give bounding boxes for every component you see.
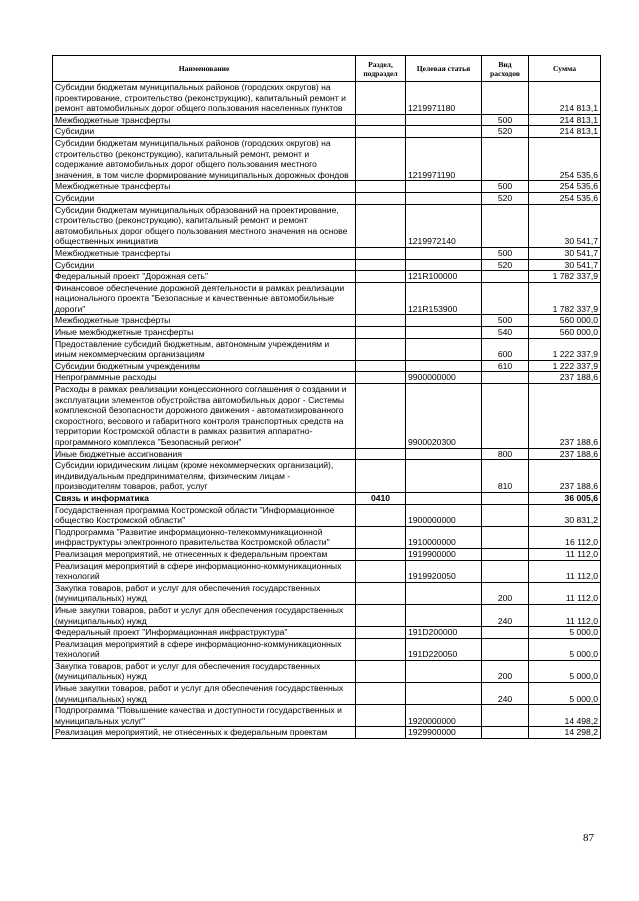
cell-name: Финансовое обеспечение дорожной деятельности в рамках реализации национального проекта "Безопасные и качественные автомобильные дороги": [53, 282, 356, 315]
table-row: [53, 526, 601, 548]
cell-amount: 237 188,6: [529, 372, 601, 384]
cell-expense-type: 520: [482, 126, 529, 138]
cell-section: [356, 204, 406, 247]
cell-expense-type: 200: [482, 582, 529, 604]
header-expense-type: Вид расходов: [482, 56, 529, 82]
cell-amount: 254 535,6: [529, 137, 601, 180]
table-row: [53, 327, 601, 339]
cell-section: [356, 548, 406, 560]
cell-target: 1919920050: [406, 560, 482, 582]
cell-name: Предоставление субсидий бюджетным, автономным учреждениям и иным некоммерческим организациям: [53, 338, 356, 360]
cell-target: [406, 448, 482, 460]
cell-section: [356, 504, 406, 526]
cell-name: Межбюджетные трансферты: [53, 315, 356, 327]
budget-table-container: [52, 55, 600, 739]
cell-target: [406, 683, 482, 705]
cell-section: [356, 683, 406, 705]
table-row: [53, 627, 601, 639]
cell-section: [356, 727, 406, 739]
cell-name: Субсидии: [53, 126, 356, 138]
budget-table: [52, 55, 601, 739]
cell-target: [406, 327, 482, 339]
cell-name: Иные закупки товаров, работ и услуг для обеспечения государственных (муниципальных) нужд: [53, 604, 356, 626]
cell-section: [356, 360, 406, 372]
cell-expense-type: [482, 204, 529, 247]
cell-expense-type: [482, 548, 529, 560]
cell-section: [356, 247, 406, 259]
table-row: [53, 137, 601, 180]
cell-target: 1219971180: [406, 82, 482, 115]
cell-name: Реализация мероприятий в сфере информационно-коммуникационных технологий: [53, 638, 356, 660]
cell-name: Субсидии юридическим лицам (кроме некоммерческих организаций), индивидуальным предпринимателям, физическим лицам - производителям товаров, работ, услуг: [53, 460, 356, 493]
cell-section: [356, 271, 406, 283]
table-row: [53, 384, 601, 449]
cell-section: [356, 315, 406, 327]
cell-name: Реализация мероприятий в сфере информационно-коммуникационных технологий: [53, 560, 356, 582]
cell-expense-type: [482, 627, 529, 639]
header-amount: Сумма: [529, 56, 601, 82]
table-row: [53, 181, 601, 193]
cell-expense-type: 500: [482, 247, 529, 259]
cell-name: Субсидии бюджетам муниципальных районов (городских округов) на строительство (реконструкцию), капитальный ремонт, ремонт и содержание автомобильных дорог общего пользования местного значения, в том числе формирование муниципальных дорожных фондов: [53, 137, 356, 180]
cell-amount: 5 000,0: [529, 683, 601, 705]
cell-section: [356, 282, 406, 315]
table-body: [53, 82, 601, 739]
cell-section: [356, 460, 406, 493]
table-row: [53, 683, 601, 705]
cell-name: Подпрограмма "Повышение качества и доступности государственных и муниципальных услуг": [53, 705, 356, 727]
cell-amount: 214 813,1: [529, 82, 601, 115]
cell-expense-type: [482, 271, 529, 283]
cell-amount: 5 000,0: [529, 638, 601, 660]
cell-amount: 36 005,6: [529, 492, 601, 504]
cell-expense-type: 540: [482, 327, 529, 339]
cell-name: Межбюджетные трансферты: [53, 114, 356, 126]
table-row: [53, 338, 601, 360]
table-row: [53, 259, 601, 271]
cell-name: Непрограммные расходы: [53, 372, 356, 384]
cell-amount: 237 188,6: [529, 448, 601, 460]
cell-target: 1900000000: [406, 504, 482, 526]
cell-target: 1929900000: [406, 727, 482, 739]
table-row: [53, 82, 601, 115]
cell-section: [356, 582, 406, 604]
cell-amount: 5 000,0: [529, 627, 601, 639]
table-row: [53, 727, 601, 739]
cell-amount: 237 188,6: [529, 460, 601, 493]
cell-amount: 30 541,7: [529, 259, 601, 271]
cell-name: Субсидии: [53, 192, 356, 204]
cell-section: 0410: [356, 492, 406, 504]
header-section: Раздел, подраздел: [356, 56, 406, 82]
cell-section: [356, 259, 406, 271]
cell-target: [406, 247, 482, 259]
cell-expense-type: [482, 638, 529, 660]
cell-expense-type: 810: [482, 460, 529, 493]
cell-name: Иные бюджетные ассигнования: [53, 448, 356, 460]
table-row: [53, 548, 601, 560]
cell-amount: 5 000,0: [529, 660, 601, 682]
table-row: [53, 126, 601, 138]
cell-expense-type: 520: [482, 259, 529, 271]
cell-name: Иные межбюджетные трансферты: [53, 327, 356, 339]
cell-amount: 11 112,0: [529, 560, 601, 582]
table-row: [53, 660, 601, 682]
cell-name: Закупка товаров, работ и услуг для обеспечения государственных (муниципальных) нужд: [53, 582, 356, 604]
cell-expense-type: 200: [482, 660, 529, 682]
cell-section: [356, 660, 406, 682]
cell-target: [406, 604, 482, 626]
table-row: [53, 638, 601, 660]
cell-name: Субсидии бюджетам муниципальных районов (городских округов) на проектирование, строительство (реконструкцию), капитальный ремонт и ремонт автомобильных дорог общего пользования населенных пунктов: [53, 82, 356, 115]
cell-expense-type: [482, 282, 529, 315]
cell-amount: 11 112,0: [529, 582, 601, 604]
cell-expense-type: 610: [482, 360, 529, 372]
table-row: [53, 282, 601, 315]
cell-expense-type: 600: [482, 338, 529, 360]
cell-section: [356, 560, 406, 582]
cell-section: [356, 126, 406, 138]
cell-name: Субсидии бюджетным учреждениям: [53, 360, 356, 372]
cell-name: Федеральный проект "Информационная инфраструктура": [53, 627, 356, 639]
cell-expense-type: [482, 492, 529, 504]
cell-expense-type: [482, 137, 529, 180]
cell-target: 9900000000: [406, 372, 482, 384]
cell-name: Субсидии бюджетам муниципальных образований на проектирование, строительство (реконструкцию), капитальный ремонт и ремонт автомобильных дорог общего пользования местного значения на основе общественных инициатив: [53, 204, 356, 247]
cell-section: [356, 526, 406, 548]
cell-expense-type: 800: [482, 448, 529, 460]
table-row: [53, 315, 601, 327]
cell-name: Реализация мероприятий, не отнесенных к федеральным проектам: [53, 727, 356, 739]
cell-expense-type: 520: [482, 192, 529, 204]
cell-section: [356, 384, 406, 449]
table-row: [53, 192, 601, 204]
cell-amount: 16 112,0: [529, 526, 601, 548]
cell-expense-type: 500: [482, 315, 529, 327]
cell-amount: 237 188,6: [529, 384, 601, 449]
cell-expense-type: [482, 384, 529, 449]
cell-target: [406, 460, 482, 493]
cell-section: [356, 181, 406, 193]
cell-section: [356, 604, 406, 626]
cell-amount: 1 782 337,9: [529, 271, 601, 283]
cell-name: Закупка товаров, работ и услуг для обеспечения государственных (муниципальных) нужд: [53, 660, 356, 682]
page-number: 87: [583, 832, 594, 844]
cell-amount: 254 535,6: [529, 192, 601, 204]
cell-expense-type: [482, 372, 529, 384]
header-target: Целевая статья: [406, 56, 482, 82]
cell-amount: 14 498,2: [529, 705, 601, 727]
cell-expense-type: 240: [482, 604, 529, 626]
cell-expense-type: 240: [482, 683, 529, 705]
cell-target: [406, 192, 482, 204]
cell-name: Субсидии: [53, 259, 356, 271]
cell-amount: 1 222 337,9: [529, 338, 601, 360]
cell-expense-type: 500: [482, 114, 529, 126]
cell-amount: 30 541,7: [529, 247, 601, 259]
cell-target: 1219971190: [406, 137, 482, 180]
cell-target: 1910000000: [406, 526, 482, 548]
cell-amount: 560 000,0: [529, 315, 601, 327]
cell-target: [406, 492, 482, 504]
cell-name: Межбюджетные трансферты: [53, 181, 356, 193]
cell-expense-type: [482, 504, 529, 526]
cell-amount: 11 112,0: [529, 604, 601, 626]
cell-name: Федеральный проект "Дорожная сеть": [53, 271, 356, 283]
cell-name: Расходы в рамках реализации концессионного соглашения о создании и эксплуатации элементов обустройства автомобильных дорог - Системы комплексной безопасности дорожного движения - автоматизированного скоростного, весового и габаритного контроля транспортных средств на территории Костромской области в рамках развития аппаратно-программного комплекса "Безопасный регион": [53, 384, 356, 449]
cell-target: [406, 660, 482, 682]
table-row: [53, 460, 601, 493]
table-row: [53, 360, 601, 372]
cell-amount: 11 112,0: [529, 548, 601, 560]
cell-target: [406, 114, 482, 126]
cell-amount: 214 813,1: [529, 114, 601, 126]
cell-target: 1919900000: [406, 548, 482, 560]
cell-amount: 214 813,1: [529, 126, 601, 138]
cell-name: Государственная программа Костромской области "Информационное общество Костромской области": [53, 504, 356, 526]
cell-target: 191D200000: [406, 627, 482, 639]
cell-section: [356, 82, 406, 115]
cell-section: [356, 705, 406, 727]
cell-target: 121R100000: [406, 271, 482, 283]
cell-target: 191D220050: [406, 638, 482, 660]
cell-target: 1920000000: [406, 705, 482, 727]
table-row: [53, 492, 601, 504]
cell-section: [356, 327, 406, 339]
cell-section: [356, 114, 406, 126]
cell-amount: 254 535,6: [529, 181, 601, 193]
cell-name: Реализация мероприятий, не отнесенных к федеральным проектам: [53, 548, 356, 560]
cell-target: [406, 582, 482, 604]
table-row: [53, 560, 601, 582]
cell-target: [406, 181, 482, 193]
table-row: [53, 204, 601, 247]
cell-target: 9900020300: [406, 384, 482, 449]
table-row: [53, 604, 601, 626]
table-row: [53, 504, 601, 526]
cell-name: Связь и информатика: [53, 492, 356, 504]
table-row: [53, 247, 601, 259]
table-row: [53, 705, 601, 727]
table-row: [53, 448, 601, 460]
cell-target: [406, 338, 482, 360]
cell-expense-type: [482, 526, 529, 548]
cell-amount: 30 831,2: [529, 504, 601, 526]
cell-amount: 560 000,0: [529, 327, 601, 339]
cell-target: [406, 315, 482, 327]
table-row: [53, 114, 601, 126]
cell-expense-type: [482, 705, 529, 727]
cell-target: [406, 126, 482, 138]
cell-amount: 30 541,7: [529, 204, 601, 247]
cell-section: [356, 192, 406, 204]
cell-section: [356, 338, 406, 360]
cell-expense-type: 500: [482, 181, 529, 193]
cell-name: Подпрограмма "Развитие информационно-телекоммуникационной инфраструктуры электронного правительства Костромской области": [53, 526, 356, 548]
table-row: [53, 582, 601, 604]
header-name: Наименование: [53, 56, 356, 82]
cell-amount: 14 298,2: [529, 727, 601, 739]
table-row: [53, 372, 601, 384]
cell-amount: 1 222 337,9: [529, 360, 601, 372]
cell-section: [356, 372, 406, 384]
cell-section: [356, 638, 406, 660]
cell-section: [356, 448, 406, 460]
cell-target: 1219972140: [406, 204, 482, 247]
cell-target: 121R153900: [406, 282, 482, 315]
table-header-row: [53, 56, 601, 82]
cell-amount: 1 782 337,9: [529, 282, 601, 315]
cell-target: [406, 360, 482, 372]
cell-section: [356, 137, 406, 180]
cell-section: [356, 627, 406, 639]
cell-name: Иные закупки товаров, работ и услуг для обеспечения государственных (муниципальных) нужд: [53, 683, 356, 705]
cell-expense-type: [482, 560, 529, 582]
cell-name: Межбюджетные трансферты: [53, 247, 356, 259]
table-row: [53, 271, 601, 283]
cell-expense-type: [482, 82, 529, 115]
cell-expense-type: [482, 727, 529, 739]
cell-target: [406, 259, 482, 271]
